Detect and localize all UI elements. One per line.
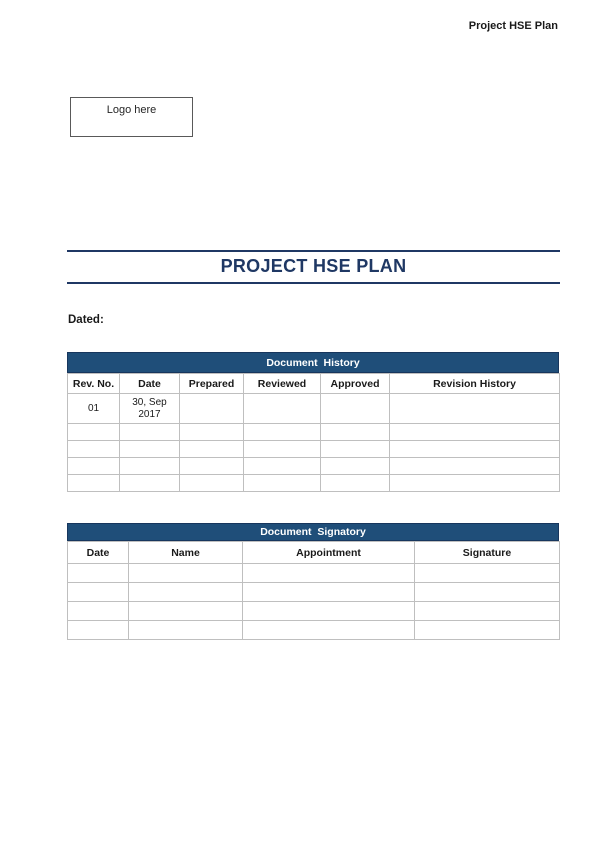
history-empty-cell — [244, 441, 321, 458]
history-empty-cell — [390, 475, 560, 492]
history-col-revision-history: Revision History — [390, 374, 560, 394]
history-empty-cell — [120, 441, 180, 458]
signatory-empty-cell — [415, 621, 560, 640]
history-cell-rev-no: 01 — [68, 394, 120, 424]
history-col-date: Date — [120, 374, 180, 394]
history-row-5 — [68, 475, 560, 492]
history-empty-cell — [68, 458, 120, 475]
title-rule-top — [67, 250, 560, 252]
dated-label: Dated: — [68, 314, 104, 326]
logo-placeholder-label: Logo here — [106, 104, 157, 116]
signatory-empty-cell — [129, 602, 243, 621]
history-empty-cell — [321, 475, 390, 492]
history-empty-cell — [180, 475, 244, 492]
signatory-empty-cell — [68, 621, 129, 640]
document-history-table — [67, 352, 559, 492]
document-history-title-bar: Document History — [67, 352, 559, 373]
history-empty-cell — [321, 424, 390, 441]
signatory-empty-cell — [68, 583, 129, 602]
signatory-empty-cell — [129, 621, 243, 640]
logo-placeholder-box — [70, 97, 193, 137]
history-empty-cell — [180, 441, 244, 458]
history-empty-cell — [321, 458, 390, 475]
signatory-col-signature: Signature — [415, 542, 560, 564]
signatory-empty-cell — [129, 583, 243, 602]
history-empty-cell — [120, 475, 180, 492]
history-empty-cell — [321, 441, 390, 458]
signatory-col-name: Name — [129, 542, 243, 564]
signatory-empty-cell — [129, 564, 243, 583]
history-cell-prepared — [180, 394, 244, 424]
document-signatory-grid — [67, 541, 560, 640]
history-cell-reviewed — [244, 394, 321, 424]
history-empty-cell — [244, 424, 321, 441]
page-header-title: Project HSE Plan — [468, 20, 558, 32]
history-row-2 — [68, 424, 560, 441]
history-cell-approved — [321, 394, 390, 424]
history-empty-cell — [120, 424, 180, 441]
history-empty-cell — [244, 458, 321, 475]
history-empty-cell — [180, 458, 244, 475]
signatory-empty-cell — [68, 602, 129, 621]
document-title: PROJECT HSE PLAN — [220, 256, 407, 276]
signatory-row-3 — [68, 602, 560, 621]
signatory-empty-cell — [243, 621, 415, 640]
signatory-empty-cell — [68, 564, 129, 583]
history-row-4 — [68, 458, 560, 475]
signatory-empty-cell — [415, 564, 560, 583]
signatory-row-2 — [68, 583, 560, 602]
history-cell-date: 30, Sep 2017 — [120, 394, 180, 424]
history-header-row — [68, 374, 560, 394]
signatory-empty-cell — [243, 583, 415, 602]
history-col-reviewed: Reviewed — [244, 374, 321, 394]
history-empty-cell — [390, 424, 560, 441]
history-col-rev-no: Rev. No. — [68, 374, 120, 394]
history-cell-revision-history — [390, 394, 560, 424]
signatory-empty-cell — [415, 602, 560, 621]
signatory-row-4 — [68, 621, 560, 640]
history-row-1 — [68, 394, 560, 424]
signatory-empty-cell — [415, 583, 560, 602]
document-signatory-title-bar: Document Signatory — [67, 523, 559, 541]
signatory-empty-cell — [243, 602, 415, 621]
history-empty-cell — [68, 424, 120, 441]
signatory-row-1 — [68, 564, 560, 583]
history-empty-cell — [68, 475, 120, 492]
document-signatory-table — [67, 523, 559, 640]
history-empty-cell — [180, 424, 244, 441]
history-row-3 — [68, 441, 560, 458]
signatory-col-date: Date — [68, 542, 129, 564]
signatory-header-row — [68, 542, 560, 564]
title-rule-bottom — [67, 282, 560, 284]
history-empty-cell — [68, 441, 120, 458]
history-empty-cell — [390, 441, 560, 458]
signatory-empty-cell — [243, 564, 415, 583]
history-empty-cell — [120, 458, 180, 475]
history-col-approved: Approved — [321, 374, 390, 394]
document-history-grid — [67, 373, 560, 492]
history-empty-cell — [390, 458, 560, 475]
history-col-prepared: Prepared — [180, 374, 244, 394]
history-empty-cell — [244, 475, 321, 492]
signatory-col-appointment: Appointment — [243, 542, 415, 564]
